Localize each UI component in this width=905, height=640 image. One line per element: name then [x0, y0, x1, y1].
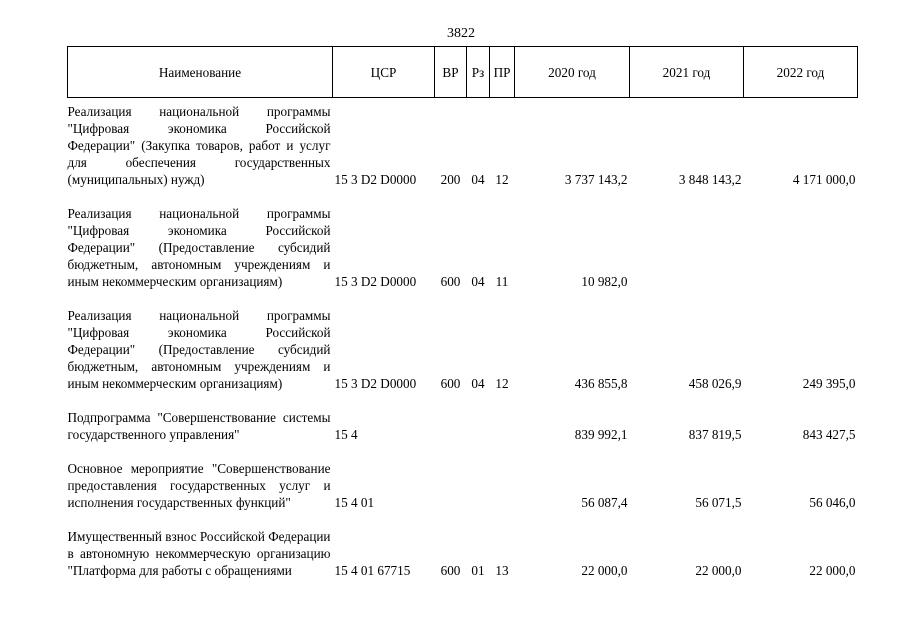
table-header-row — [68, 47, 858, 98]
row-name: Реализация национальной программы "Цифровая экономика Российской Федерации" (Закупка товаров, работ и услуг для обеспечения государственных (муниципальных) нужд) — [67, 104, 331, 187]
table-row — [68, 409, 858, 443]
header-csr: ЦСР — [333, 47, 435, 98]
row-vr: 600 — [440, 274, 461, 289]
row-rz: 04 — [471, 172, 485, 187]
row-2022: 843 427,5 — [802, 427, 856, 442]
row-csr: 15 3 D2 D0000 — [334, 376, 417, 391]
row-pr — [490, 460, 515, 511]
row-2021: 837 819,5 — [688, 427, 742, 442]
row-2020: 839 992,1 — [574, 427, 628, 442]
row-vr: 200 — [440, 172, 461, 187]
row-rz: 04 — [471, 274, 485, 289]
row-csr: 15 4 01 67715 — [334, 563, 411, 578]
table-row — [68, 103, 858, 188]
row-2021: 22 000,0 — [695, 563, 742, 578]
row-vr — [435, 460, 467, 511]
row-pr: 11 — [495, 274, 509, 289]
row-pr — [490, 409, 515, 443]
row-name: Подпрограмма "Совершенствование системы государственного управления" — [67, 410, 331, 442]
header-2022: 2022 год — [744, 47, 858, 98]
row-name: Реализация национальной программы "Цифровая экономика Российской Федерации" (Предоставление субсидий бюджетным, автономным учреждениям и иным некоммерческим организациям) — [67, 308, 331, 391]
row-vr: 600 — [440, 563, 461, 578]
row-name: Имущественный взнос Российской Федерации в автономную некоммерческую организацию "Платформа для работы с обращениями — [67, 529, 331, 578]
row-2022: 56 046,0 — [809, 495, 856, 510]
row-csr: 15 3 D2 D0000 — [334, 172, 417, 187]
header-2020: 2020 год — [515, 47, 630, 98]
row-2022 — [744, 205, 858, 290]
row-rz: 04 — [471, 376, 485, 391]
row-rz: 01 — [471, 563, 485, 578]
row-pr: 12 — [495, 172, 509, 187]
table-row — [68, 205, 858, 290]
row-2021 — [630, 205, 744, 290]
header-rz: Рз — [467, 47, 490, 98]
header-pr: ПР — [490, 47, 515, 98]
row-pr: 12 — [495, 376, 509, 391]
row-2020: 10 982,0 — [581, 274, 628, 289]
row-2020: 22 000,0 — [581, 563, 628, 578]
row-2022: 249 395,0 — [802, 376, 856, 391]
budget-table — [67, 46, 858, 579]
row-2020: 56 087,4 — [581, 495, 628, 510]
row-rz — [467, 460, 490, 511]
header-name: Наименование — [68, 47, 333, 98]
row-2020: 3 737 143,2 — [564, 172, 628, 187]
row-csr: 15 3 D2 D0000 — [334, 274, 417, 289]
row-name: Основное мероприятие "Совершенствование предоставления государственных услуг и исполнения государственных функций" — [67, 461, 331, 510]
row-2021: 3 848 143,2 — [678, 172, 742, 187]
table-row — [68, 460, 858, 511]
row-2020: 436 855,8 — [574, 376, 628, 391]
header-2021: 2021 год — [630, 47, 744, 98]
row-csr: 15 4 01 — [334, 495, 375, 510]
row-rz — [467, 409, 490, 443]
row-name: Реализация национальной программы "Цифровая экономика Российской Федерации" (Предоставление субсидий бюджетным, автономным учреждениям и иным некоммерческим организациям) — [67, 206, 331, 289]
row-2022: 4 171 000,0 — [792, 172, 856, 187]
row-vr: 600 — [440, 376, 461, 391]
row-vr — [435, 409, 467, 443]
table-row — [68, 528, 858, 579]
row-csr: 15 4 — [334, 427, 358, 442]
row-pr: 13 — [495, 563, 509, 578]
page-number: 3822 — [447, 26, 475, 41]
row-2022: 22 000,0 — [809, 563, 856, 578]
table-row — [68, 307, 858, 392]
row-2021: 56 071,5 — [695, 495, 742, 510]
row-2021: 458 026,9 — [688, 376, 742, 391]
header-vr: ВР — [435, 47, 467, 98]
